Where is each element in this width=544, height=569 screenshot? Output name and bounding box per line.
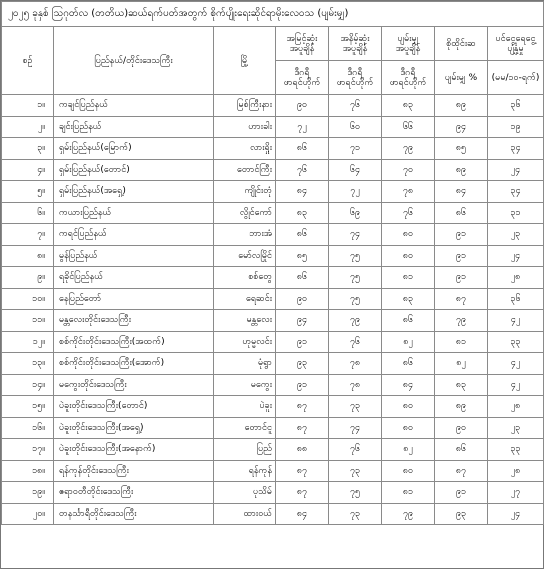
cell-region: မကွေးတိုင်းဒေသကြီး — [54, 374, 214, 396]
cell-evaporation: ၁၉ — [488, 116, 544, 138]
cell-city: မြစ်ကြီးနား — [214, 95, 276, 117]
cell-avg-temp: ၇၆ — [382, 202, 435, 224]
cell-max-temp: ၈၄ — [276, 181, 329, 203]
cell-no: ၁၇။ — [2, 439, 54, 461]
cell-max-temp: ၈၈ — [276, 439, 329, 461]
table-row — [2, 224, 544, 246]
unit-humidity: ပျမ်းမျှ % — [435, 61, 488, 95]
cell-city: ဘားအံ — [214, 224, 276, 246]
cell-min-temp: ၆၄ — [329, 159, 382, 181]
cell-avg-temp: ၈၁ — [382, 267, 435, 289]
cell-humidity: ၈၆ — [435, 439, 488, 461]
cell-city: မကွေး — [214, 374, 276, 396]
cell-min-temp: ၇၃ — [329, 396, 382, 418]
cell-city: လွိုင်ကော် — [214, 202, 276, 224]
cell-evaporation: ၄၂ — [488, 353, 544, 375]
cell-humidity: ၉၄ — [435, 116, 488, 138]
cell-region: ပဲခူးတိုင်းဒေသကြီး(အရှေ့) — [54, 417, 214, 439]
cell-humidity: ၉၁ — [435, 482, 488, 504]
cell-min-temp: ၇၆ — [329, 439, 382, 461]
cell-humidity: ၈၃ — [435, 374, 488, 396]
cell-avg-temp: ၈၆ — [382, 353, 435, 375]
cell-avg-temp: ၈၃ — [382, 288, 435, 310]
header-max-temp: အမြင့်ဆုံး အပူချိန် — [276, 27, 329, 61]
cell-no: ၁၀။ — [2, 288, 54, 310]
cell-max-temp: ၉၀ — [276, 95, 329, 117]
cell-min-temp: ၇၆ — [329, 95, 382, 117]
cell-no: ၁၅။ — [2, 396, 54, 418]
cell-avg-temp: ၈၀ — [382, 417, 435, 439]
cell-avg-temp: ၈၄ — [382, 374, 435, 396]
cell-no: ၁၉။ — [2, 482, 54, 504]
cell-avg-temp: ၈၁ — [382, 482, 435, 504]
cell-humidity: ၉၃ — [435, 503, 488, 525]
cell-min-temp: ၇၅ — [329, 482, 382, 504]
cell-min-temp: ၇၆ — [329, 331, 382, 353]
cell-humidity: ၈၁ — [435, 331, 488, 353]
cell-max-temp: ၉၀ — [276, 288, 329, 310]
cell-humidity: ၈၉ — [435, 396, 488, 418]
cell-evaporation: ၃၆ — [488, 288, 544, 310]
header-avg-temp: ပျမ်းမျှ အပူချိန် — [382, 27, 435, 61]
cell-max-temp: ၉၁ — [276, 331, 329, 353]
cell-region: မန္တလေးတိုင်းဒေသကြီး — [54, 310, 214, 332]
cell-max-temp: ၈၇ — [276, 482, 329, 504]
cell-evaporation: ၃၄ — [488, 181, 544, 203]
cell-city: ပြည် — [214, 439, 276, 461]
table-row — [2, 95, 544, 117]
cell-avg-temp: ၈၀ — [382, 224, 435, 246]
cell-min-temp: ၇၈ — [329, 353, 382, 375]
cell-max-temp: ၈၆ — [276, 224, 329, 246]
cell-evaporation: ၂၈ — [488, 396, 544, 418]
cell-evaporation: ၂၄ — [488, 159, 544, 181]
cell-no: ၁၄။ — [2, 374, 54, 396]
header-region: ပြည်နယ်/တိုင်းဒေသကြီး — [54, 27, 214, 95]
cell-evaporation: ၂၈ — [488, 267, 544, 289]
cell-region: ကချင်ပြည်နယ် — [54, 95, 214, 117]
table-row — [2, 396, 544, 418]
unit-max-temp: ဒီဂရီဖာရင်ဟိုက် — [276, 61, 329, 95]
table-row — [2, 310, 544, 332]
cell-min-temp: ၇၂ — [329, 181, 382, 203]
cell-min-temp: ၇၉ — [329, 310, 382, 332]
cell-region: ပဲခူးတိုင်းဒေသကြီး(တောင်) — [54, 396, 214, 418]
cell-city: မော်လမြိုင် — [214, 245, 276, 267]
cell-avg-temp: ၆၆ — [382, 116, 435, 138]
cell-humidity: ၈၅ — [435, 138, 488, 160]
cell-max-temp: ၈၄ — [276, 503, 329, 525]
cell-min-temp: ၇၅ — [329, 267, 382, 289]
cell-no: ၈။ — [2, 245, 54, 267]
table-row — [2, 138, 544, 160]
table-row — [2, 439, 544, 461]
cell-evaporation: ၂၄ — [488, 245, 544, 267]
cell-humidity: ၈၇ — [435, 460, 488, 482]
table-row — [2, 353, 544, 375]
cell-region: ရခိုင်ပြည်နယ် — [54, 267, 214, 289]
cell-avg-temp: ၈၀ — [382, 245, 435, 267]
table-row — [2, 159, 544, 181]
cell-evaporation: ၃၆ — [488, 95, 544, 117]
cell-evaporation: ၃၃ — [488, 439, 544, 461]
cell-min-temp: ၇၄ — [329, 224, 382, 246]
cell-humidity: ၈၄ — [435, 181, 488, 203]
cell-city: တောင်ကြီး — [214, 159, 276, 181]
cell-evaporation: ၂၃ — [488, 224, 544, 246]
unit-avg-temp: ဒီဂရီဖာရင်ဟိုက် — [382, 61, 435, 95]
cell-region: စစ်ကိုင်းတိုင်းဒေသကြီး(အောက်) — [54, 353, 214, 375]
cell-min-temp: ၇၁ — [329, 138, 382, 160]
cell-no: ၅။ — [2, 181, 54, 203]
cell-city: ထားဝယ် — [214, 503, 276, 525]
cell-evaporation: ၂၄ — [488, 503, 544, 525]
cell-city: လားရှိုး — [214, 138, 276, 160]
cell-max-temp: ၉၃ — [276, 353, 329, 375]
cell-max-temp: ၇၆ — [276, 159, 329, 181]
cell-city: ဟားခါး — [214, 116, 276, 138]
cell-region: ရန်ကုန်တိုင်းဒေသကြီး — [54, 460, 214, 482]
cell-min-temp: ၇၅ — [329, 245, 382, 267]
cell-min-temp: ၇၅ — [329, 288, 382, 310]
cell-no: ၂။ — [2, 116, 54, 138]
cell-region: ရှမ်းပြည်နယ်(မြောက်) — [54, 138, 214, 160]
header-no: စဉ် — [2, 27, 54, 95]
table-row — [2, 374, 544, 396]
cell-city: ကျိုင်းတုံ — [214, 181, 276, 203]
cell-max-temp: ၈၃ — [276, 202, 329, 224]
table-row — [2, 460, 544, 482]
cell-humidity: ၉၁ — [435, 245, 488, 267]
cell-avg-temp: ၈၃ — [382, 95, 435, 117]
table-row — [2, 503, 544, 525]
header-city: မြို့ — [214, 27, 276, 95]
cell-no: ၇။ — [2, 224, 54, 246]
cell-avg-temp: ၈၂ — [382, 439, 435, 461]
unit-min-temp: ဒီဂရီဖာရင်ဟိုက် — [329, 61, 382, 95]
cell-no: ၆။ — [2, 202, 54, 224]
cell-avg-temp: ၈၂ — [382, 331, 435, 353]
cell-no: ၁။ — [2, 95, 54, 117]
cell-region: တနင်္သာရီတိုင်းဒေသကြီး — [54, 503, 214, 525]
cell-region: စစ်ကိုင်းတိုင်းဒေသကြီး(အထက်) — [54, 331, 214, 353]
cell-min-temp: ၇၄ — [329, 417, 382, 439]
cell-evaporation: ၂၈ — [488, 460, 544, 482]
table-title: ၂၀၂၅ ခုနှစ် ဩဂုတ်လ (တတိယ)ဆယ်ရက်ပတ်အတွက် စိုက်ပျိုးရေးဆိုင်ရာမိုးလေဝသ (ပျမ်းမျှ) — [2, 2, 544, 27]
cell-max-temp: ၈၇ — [276, 396, 329, 418]
cell-no: ၄။ — [2, 159, 54, 181]
cell-min-temp: ၇၃ — [329, 460, 382, 482]
cell-max-temp: ၈၇ — [276, 460, 329, 482]
cell-region: ကယားပြည်နယ် — [54, 202, 214, 224]
cell-region: နေပြည်တော် — [54, 288, 214, 310]
cell-humidity: ၈၇ — [435, 288, 488, 310]
cell-humidity: ၇၉ — [435, 310, 488, 332]
cell-evaporation: ၂၃ — [488, 417, 544, 439]
unit-evaporation: (မမ/၁၀-ရက်) — [488, 61, 544, 95]
cell-city: ပုသိမ် — [214, 482, 276, 504]
cell-no: ၁၂။ — [2, 331, 54, 353]
cell-max-temp: ၈၅ — [276, 245, 329, 267]
cell-max-temp: ၉၄ — [276, 310, 329, 332]
cell-avg-temp: ၇၀ — [382, 159, 435, 181]
cell-humidity: ၈၉ — [435, 95, 488, 117]
table-row — [2, 116, 544, 138]
cell-no: ၂၀။ — [2, 503, 54, 525]
cell-no: ၃။ — [2, 138, 54, 160]
cell-evaporation: ၃၁ — [488, 202, 544, 224]
cell-city: ပဲခူး — [214, 396, 276, 418]
cell-city: ရန်ကုန် — [214, 460, 276, 482]
cell-no: ၁၁။ — [2, 310, 54, 332]
cell-avg-temp: ၇၈ — [382, 181, 435, 203]
cell-evaporation: ၄၂ — [488, 310, 544, 332]
cell-city: ဟုမ္မလင်း — [214, 331, 276, 353]
cell-region: ကရင်ပြည်နယ် — [54, 224, 214, 246]
table-row — [2, 245, 544, 267]
cell-min-temp: ၆၉ — [329, 202, 382, 224]
cell-humidity: ၈၂ — [435, 353, 488, 375]
cell-city: မန္တလေး — [214, 310, 276, 332]
cell-region: ရှမ်းပြည်နယ်(တောင်) — [54, 159, 214, 181]
cell-max-temp: ၇၂ — [276, 116, 329, 138]
cell-region: ဧရာဝတီတိုင်းဒေသကြီး — [54, 482, 214, 504]
table-row — [2, 267, 544, 289]
cell-humidity: ၈၉ — [435, 159, 488, 181]
cell-region: ရှမ်းပြည်နယ်(အရှေ့) — [54, 181, 214, 203]
table-row — [2, 288, 544, 310]
cell-avg-temp: ၇၉ — [382, 503, 435, 525]
cell-min-temp: ၇၃ — [329, 503, 382, 525]
cell-max-temp: ၉၁ — [276, 374, 329, 396]
cell-max-temp: ၈၆ — [276, 138, 329, 160]
cell-no: ၁၆။ — [2, 417, 54, 439]
cell-humidity: ၈၆ — [435, 202, 488, 224]
table-row — [2, 181, 544, 203]
cell-evaporation: ၃၃ — [488, 331, 544, 353]
cell-no: ၁၈။ — [2, 460, 54, 482]
table-row — [2, 202, 544, 224]
cell-min-temp: ၆၀ — [329, 116, 382, 138]
header-min-temp: အနိမ့်ဆုံး အပူချိန် — [329, 27, 382, 61]
cell-max-temp: ၈၆ — [276, 267, 329, 289]
cell-evaporation: ၄၂ — [488, 374, 544, 396]
cell-no: ၁၃။ — [2, 353, 54, 375]
cell-avg-temp: ၈၀ — [382, 460, 435, 482]
cell-max-temp: ၈၇ — [276, 417, 329, 439]
cell-region: ချင်းပြည်နယ် — [54, 116, 214, 138]
cell-no: ၉။ — [2, 267, 54, 289]
cell-humidity: ၉၁ — [435, 224, 488, 246]
header-evaporation: ပင်ငွေ့ရေငွေ့ ပျံ့နှံ့မှု — [488, 27, 544, 61]
cell-city: မုံရွာ — [214, 353, 276, 375]
table-row — [2, 417, 544, 439]
cell-city: ရေဆင်း — [214, 288, 276, 310]
cell-region: မွန်ပြည်နယ် — [54, 245, 214, 267]
cell-region: ပဲခူးတိုင်းဒေသကြီး(အနောက်) — [54, 439, 214, 461]
table-row — [2, 482, 544, 504]
header-humidity: စိုထိုင်းဆ — [435, 27, 488, 61]
cell-min-temp: ၇၈ — [329, 374, 382, 396]
cell-city: စစ်တွေ — [214, 267, 276, 289]
cell-evaporation: ၃၄ — [488, 138, 544, 160]
cell-humidity: ၉၁ — [435, 267, 488, 289]
cell-city: တောင်ငူ — [214, 417, 276, 439]
weather-table — [1, 1, 544, 525]
cell-avg-temp: ၈၆ — [382, 310, 435, 332]
cell-avg-temp: ၇၉ — [382, 138, 435, 160]
cell-avg-temp: ၈၀ — [382, 396, 435, 418]
cell-humidity: ၉၀ — [435, 417, 488, 439]
cell-evaporation: ၂၇ — [488, 482, 544, 504]
table-row — [2, 331, 544, 353]
